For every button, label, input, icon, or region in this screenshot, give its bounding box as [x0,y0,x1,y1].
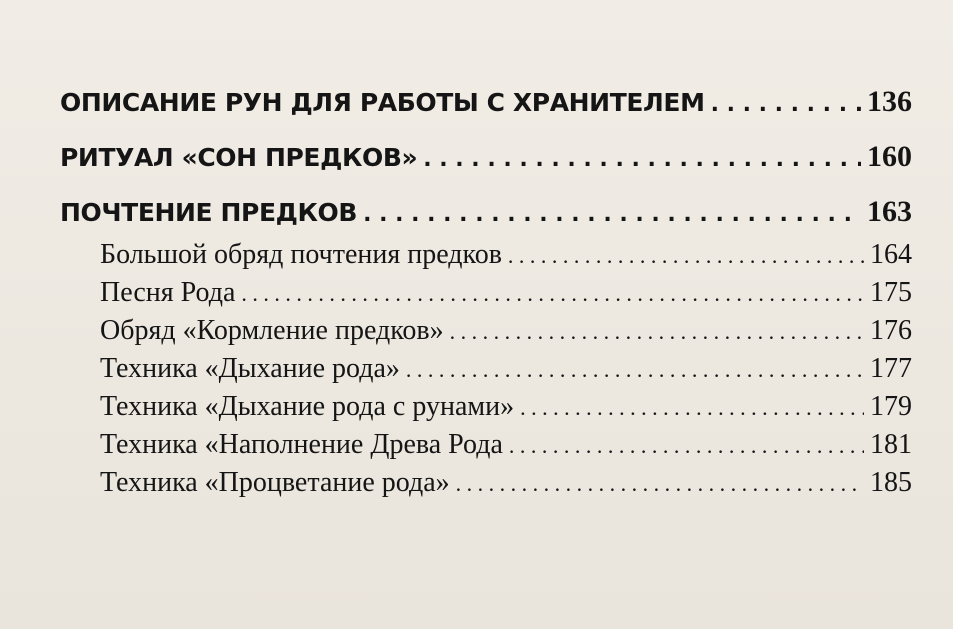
toc-entry-title: Большой обряд почтения предков [100,239,502,270]
toc-subentry [100,426,912,464]
toc-entry-title: ПОЧТЕНИЕ ПРЕДКОВ [60,198,358,227]
toc-entry-page: 177 [870,353,912,384]
dot-leader [509,427,864,465]
toc-entry-page: 181 [870,429,912,460]
toc-subentry [100,274,912,312]
toc-subentry [100,350,912,388]
toc-entry-title: Техника «Процветание рода» [100,467,450,498]
toc-entry-title: ОПИСАНИЕ РУН ДЛЯ РАБОТЫ С ХРАНИТЕЛЕМ [60,88,705,117]
toc-entry [60,137,912,192]
toc-entry [60,82,912,137]
toc-entry-page: 163 [867,195,912,228]
toc-entry-title: Песня Рода [100,277,236,308]
toc-entry-title: Техника «Дыхание рода» [100,353,400,384]
toc-entry-title: Обряд «Кормление предков» [100,315,444,346]
dot-leader [711,85,861,125]
toc-entry-title: Техника «Наполнение Древа Рода [100,429,503,460]
dot-leader [456,465,864,503]
toc-entry-page: 185 [870,467,912,498]
dot-leader [508,237,864,275]
toc-entry-page: 179 [870,391,912,422]
toc-subentry [100,312,912,350]
toc-entry-page: 136 [867,85,912,118]
toc-subentry [100,388,912,426]
toc-entry-page: 164 [870,239,912,270]
toc-entry-page: 160 [867,140,912,173]
toc-entry [60,192,912,236]
toc-entry-title: Техника «Дыхание рода с рунами» [100,391,515,422]
toc-entry-page: 176 [870,315,912,346]
toc-entry-page: 175 [870,277,912,308]
dot-leader [363,195,861,235]
dot-leader [406,351,864,389]
dot-leader [423,140,861,180]
toc-subentry [100,236,912,274]
dot-leader [241,275,864,313]
toc-subentry [100,464,912,502]
toc-entry-title: РИТУАЛ «СОН ПРЕДКОВ» [60,143,418,172]
table-of-contents [60,82,912,502]
dot-leader [450,313,864,351]
dot-leader [520,389,864,427]
